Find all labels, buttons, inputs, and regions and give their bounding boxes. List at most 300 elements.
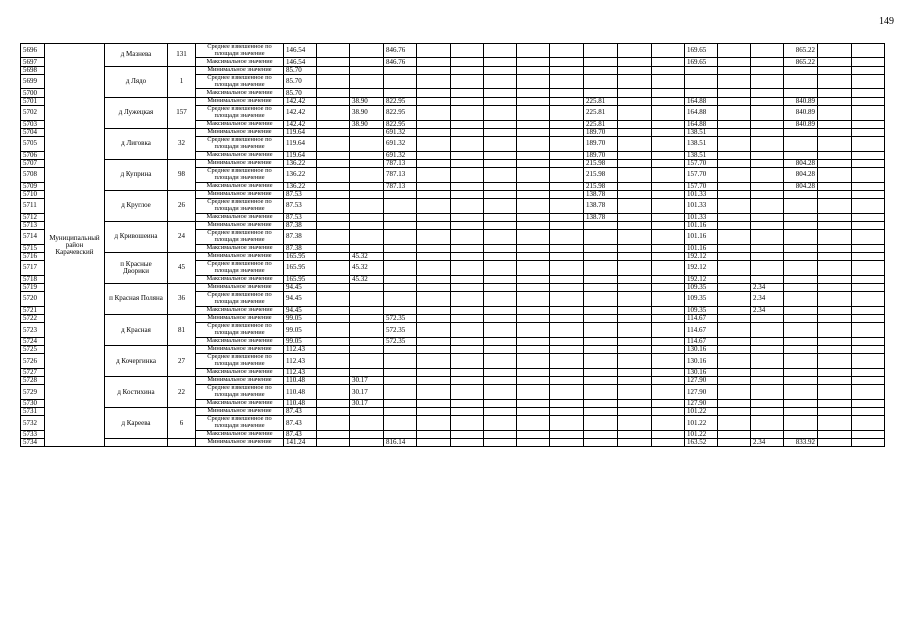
value-cell	[350, 230, 384, 244]
value-cell	[751, 399, 784, 407]
value-cell	[550, 182, 584, 190]
value-cell	[550, 275, 584, 283]
value-cell	[550, 230, 584, 244]
value-cell	[584, 275, 618, 283]
value-cell: 87.38	[284, 244, 317, 252]
value-type: Максимальное значение	[196, 151, 284, 159]
value-cell	[550, 416, 584, 430]
empty-cell	[618, 354, 652, 368]
empty-cell	[852, 399, 885, 407]
value-cell	[384, 213, 417, 221]
empty-cell	[451, 283, 484, 291]
value-cell: 101.33	[685, 190, 718, 198]
value-cell: 119.64	[284, 151, 317, 159]
value-cell: 164.88	[685, 97, 718, 105]
empty-cell	[417, 252, 451, 260]
village-name: д Лядо	[105, 66, 168, 97]
population: 32	[168, 128, 196, 159]
value-cell	[652, 275, 685, 283]
value-cell: 85.70	[284, 89, 317, 97]
value-cell: 112.43	[284, 354, 317, 368]
value-cell	[384, 306, 417, 314]
empty-cell	[451, 97, 484, 105]
value-cell: 691.32	[384, 151, 417, 159]
empty-cell	[417, 346, 451, 354]
value-cell	[751, 128, 784, 136]
village-name: д Лужецкая	[105, 97, 168, 128]
value-cell	[550, 377, 584, 385]
empty-cell	[618, 120, 652, 128]
empty-cell	[317, 385, 350, 399]
value-cell: 101.16	[685, 221, 718, 229]
value-cell	[484, 306, 517, 314]
empty-cell	[852, 128, 885, 136]
value-cell	[652, 221, 685, 229]
value-cell: 2.34	[751, 306, 784, 314]
empty-cell	[618, 199, 652, 213]
value-cell: 94.45	[284, 292, 317, 306]
empty-cell	[317, 337, 350, 345]
empty-cell	[417, 66, 451, 74]
value-type: Среднее взвешенное по площади значение	[196, 44, 284, 58]
empty-cell	[818, 75, 852, 89]
value-cell	[550, 58, 584, 66]
empty-cell	[451, 399, 484, 407]
value-cell: 142.42	[284, 120, 317, 128]
empty-cell	[317, 151, 350, 159]
empty-cell	[618, 430, 652, 438]
value-cell	[784, 408, 818, 416]
village-name: д Кривошеина	[105, 221, 168, 252]
value-cell	[384, 368, 417, 376]
empty-cell	[852, 182, 885, 190]
value-cell	[584, 337, 618, 345]
value-cell	[550, 252, 584, 260]
value-cell	[751, 120, 784, 128]
value-cell	[751, 323, 784, 337]
value-cell	[751, 168, 784, 182]
value-cell: 138.78	[584, 213, 618, 221]
row-number: 5729	[21, 385, 45, 399]
value-cell	[784, 292, 818, 306]
page-number: 149	[879, 16, 894, 27]
value-cell	[350, 430, 384, 438]
value-cell	[484, 283, 517, 291]
value-cell	[751, 314, 784, 322]
empty-cell	[818, 182, 852, 190]
empty-cell	[517, 75, 550, 89]
value-cell: 101.16	[685, 230, 718, 244]
empty-cell	[317, 106, 350, 120]
value-cell	[550, 368, 584, 376]
value-cell	[784, 368, 818, 376]
value-cell	[784, 275, 818, 283]
value-cell	[652, 44, 685, 58]
empty-cell	[417, 430, 451, 438]
empty-cell	[417, 221, 451, 229]
value-cell: 136.22	[284, 182, 317, 190]
empty-cell	[852, 314, 885, 322]
empty-cell	[317, 168, 350, 182]
empty-cell	[718, 151, 751, 159]
value-cell	[584, 408, 618, 416]
empty-cell	[718, 439, 751, 447]
value-cell	[751, 75, 784, 89]
empty-cell	[618, 75, 652, 89]
value-cell	[584, 377, 618, 385]
value-cell	[550, 337, 584, 345]
value-cell	[484, 213, 517, 221]
value-cell	[584, 89, 618, 97]
value-cell: 87.43	[284, 416, 317, 430]
empty-cell	[451, 314, 484, 322]
value-cell	[652, 120, 685, 128]
value-cell: 164.88	[685, 120, 718, 128]
value-cell	[550, 151, 584, 159]
value-cell: 38.90	[350, 97, 384, 105]
value-cell	[350, 346, 384, 354]
empty-cell	[317, 159, 350, 167]
empty-cell	[451, 58, 484, 66]
value-cell	[484, 44, 517, 58]
empty-cell	[451, 199, 484, 213]
value-cell	[751, 44, 784, 58]
value-cell	[350, 75, 384, 89]
value-cell: 2.34	[751, 292, 784, 306]
empty-cell	[417, 75, 451, 89]
value-type: Минимальное значение	[196, 190, 284, 198]
value-cell	[652, 439, 685, 447]
value-type: Среднее взвешенное по площади значение	[196, 137, 284, 151]
row-number: 5699	[21, 75, 45, 89]
empty-cell	[818, 151, 852, 159]
value-cell	[550, 213, 584, 221]
value-cell	[384, 252, 417, 260]
empty-cell	[618, 408, 652, 416]
value-cell	[652, 75, 685, 89]
empty-cell	[618, 292, 652, 306]
value-type: Минимальное значение	[196, 346, 284, 354]
value-type: Минимальное значение	[196, 252, 284, 260]
value-cell: 157.70	[685, 168, 718, 182]
empty-cell	[818, 89, 852, 97]
empty-cell	[718, 159, 751, 167]
empty-cell	[417, 323, 451, 337]
village-name: д Мазнева	[105, 44, 168, 67]
empty-cell	[852, 213, 885, 221]
empty-cell	[517, 190, 550, 198]
row-number: 5722	[21, 314, 45, 322]
value-cell	[350, 244, 384, 252]
value-cell: 30.17	[350, 377, 384, 385]
empty-cell	[451, 230, 484, 244]
value-cell	[784, 430, 818, 438]
empty-cell	[517, 430, 550, 438]
value-cell	[652, 416, 685, 430]
value-cell: 787.13	[384, 159, 417, 167]
value-cell: 130.16	[685, 346, 718, 354]
value-cell	[652, 408, 685, 416]
village-name: д Красная	[105, 314, 168, 345]
value-cell	[784, 346, 818, 354]
village-name: д Кочергинка	[105, 346, 168, 377]
row-number: 5705	[21, 137, 45, 151]
value-cell	[550, 283, 584, 291]
value-cell	[784, 230, 818, 244]
value-cell	[350, 306, 384, 314]
value-cell: 192.12	[685, 275, 718, 283]
value-cell	[484, 252, 517, 260]
empty-cell	[618, 128, 652, 136]
value-cell	[751, 252, 784, 260]
district-name: Муниципальный район Карачевский	[45, 44, 105, 447]
value-cell: 165.95	[284, 261, 317, 275]
value-cell: 163.52	[685, 439, 718, 447]
value-cell	[751, 213, 784, 221]
empty-cell	[852, 439, 885, 447]
empty-cell	[417, 261, 451, 275]
empty-cell	[417, 168, 451, 182]
empty-cell	[818, 354, 852, 368]
value-cell	[550, 346, 584, 354]
empty-cell	[417, 89, 451, 97]
row-number: 5696	[21, 44, 45, 58]
value-type: Среднее взвешенное по площади значение	[196, 168, 284, 182]
row-number: 5697	[21, 58, 45, 66]
row-number: 5708	[21, 168, 45, 182]
value-cell	[550, 439, 584, 447]
empty-cell	[417, 399, 451, 407]
value-cell	[484, 66, 517, 74]
value-cell	[350, 199, 384, 213]
empty-cell	[618, 168, 652, 182]
empty-cell	[417, 275, 451, 283]
row-number: 5734	[21, 439, 45, 447]
empty-cell	[517, 58, 550, 66]
empty-cell	[317, 199, 350, 213]
empty-cell	[718, 106, 751, 120]
empty-cell	[618, 151, 652, 159]
value-cell	[751, 261, 784, 275]
value-cell	[784, 354, 818, 368]
empty-cell	[818, 44, 852, 58]
empty-cell	[417, 58, 451, 66]
empty-cell	[618, 221, 652, 229]
table-row	[21, 346, 885, 354]
value-cell: 165.95	[284, 252, 317, 260]
value-cell: 87.38	[284, 221, 317, 229]
value-cell	[784, 261, 818, 275]
empty-cell	[718, 283, 751, 291]
empty-cell	[417, 368, 451, 376]
value-cell	[484, 292, 517, 306]
value-cell: 165.95	[284, 275, 317, 283]
empty-cell	[852, 385, 885, 399]
value-cell	[751, 368, 784, 376]
empty-cell	[517, 151, 550, 159]
value-cell	[751, 230, 784, 244]
population: 6	[168, 408, 196, 439]
empty-cell	[852, 159, 885, 167]
value-type: Минимальное значение	[196, 128, 284, 136]
empty-cell	[718, 244, 751, 252]
value-cell: 114.67	[685, 314, 718, 322]
empty-cell	[417, 314, 451, 322]
empty-cell	[417, 377, 451, 385]
value-cell	[652, 377, 685, 385]
value-cell	[784, 213, 818, 221]
value-cell	[384, 292, 417, 306]
empty-cell	[317, 408, 350, 416]
population: 98	[168, 159, 196, 190]
empty-cell	[618, 182, 652, 190]
empty-cell	[818, 385, 852, 399]
row-number: 5719	[21, 283, 45, 291]
value-cell: 169.65	[685, 58, 718, 66]
value-cell	[384, 66, 417, 74]
value-cell	[584, 416, 618, 430]
value-cell	[384, 199, 417, 213]
empty-cell	[818, 261, 852, 275]
value-cell	[652, 306, 685, 314]
empty-cell	[317, 128, 350, 136]
value-cell	[584, 354, 618, 368]
empty-cell	[818, 408, 852, 416]
population: 45	[168, 252, 196, 283]
value-cell	[751, 137, 784, 151]
value-cell: 99.05	[284, 323, 317, 337]
empty-cell	[618, 89, 652, 97]
empty-cell	[818, 213, 852, 221]
empty-cell	[618, 244, 652, 252]
value-cell	[484, 137, 517, 151]
empty-cell	[317, 354, 350, 368]
value-cell: 38.90	[350, 120, 384, 128]
empty-cell	[517, 89, 550, 97]
value-cell	[652, 106, 685, 120]
population: 36	[168, 283, 196, 314]
value-cell: 142.42	[284, 97, 317, 105]
empty-cell	[517, 244, 550, 252]
value-cell	[384, 399, 417, 407]
value-cell	[584, 221, 618, 229]
empty-cell	[317, 244, 350, 252]
value-cell: 99.05	[284, 337, 317, 345]
empty-cell	[718, 408, 751, 416]
row-number: 5731	[21, 408, 45, 416]
value-cell	[550, 159, 584, 167]
empty-cell	[517, 66, 550, 74]
value-cell: 840.89	[784, 97, 818, 105]
value-cell: 130.16	[685, 354, 718, 368]
empty-cell	[852, 97, 885, 105]
empty-cell	[818, 106, 852, 120]
value-cell	[584, 230, 618, 244]
value-cell: 822.95	[384, 106, 417, 120]
value-cell	[751, 385, 784, 399]
empty-cell	[517, 261, 550, 275]
value-cell: 2.34	[751, 283, 784, 291]
empty-cell	[718, 306, 751, 314]
empty-cell	[451, 137, 484, 151]
value-cell	[484, 314, 517, 322]
value-cell	[652, 182, 685, 190]
value-cell: 846.76	[384, 58, 417, 66]
value-cell	[484, 416, 517, 430]
value-cell	[350, 190, 384, 198]
value-cell	[550, 306, 584, 314]
value-cell: 804.28	[784, 159, 818, 167]
row-number: 5715	[21, 244, 45, 252]
empty-cell	[417, 283, 451, 291]
empty-cell	[718, 230, 751, 244]
value-cell	[550, 385, 584, 399]
empty-cell	[618, 261, 652, 275]
empty-cell	[718, 97, 751, 105]
empty-cell	[417, 106, 451, 120]
empty-cell	[818, 97, 852, 105]
value-cell	[584, 244, 618, 252]
value-type: Среднее взвешенное по площади значение	[196, 292, 284, 306]
value-type: Максимальное значение	[196, 399, 284, 407]
empty-cell	[517, 199, 550, 213]
value-cell: 192.12	[685, 261, 718, 275]
value-cell	[550, 261, 584, 275]
empty-cell	[451, 221, 484, 229]
empty-cell	[818, 230, 852, 244]
empty-cell	[618, 368, 652, 376]
empty-cell	[852, 283, 885, 291]
value-cell	[550, 128, 584, 136]
value-cell: 142.42	[284, 106, 317, 120]
empty-cell	[417, 44, 451, 58]
empty-cell	[818, 58, 852, 66]
table-row	[21, 283, 885, 291]
empty-cell	[451, 430, 484, 438]
value-cell	[350, 128, 384, 136]
empty-cell	[451, 385, 484, 399]
value-cell	[584, 368, 618, 376]
value-cell	[384, 346, 417, 354]
empty-cell	[317, 137, 350, 151]
empty-cell	[417, 151, 451, 159]
value-cell	[584, 399, 618, 407]
value-cell	[484, 399, 517, 407]
value-cell	[484, 385, 517, 399]
row-number: 5725	[21, 346, 45, 354]
empty-cell	[852, 337, 885, 345]
value-cell: 119.64	[284, 128, 317, 136]
empty-cell	[417, 354, 451, 368]
empty-cell	[417, 416, 451, 430]
empty-cell	[852, 261, 885, 275]
value-cell	[652, 199, 685, 213]
empty-cell	[517, 377, 550, 385]
value-cell	[484, 151, 517, 159]
value-cell: 119.64	[284, 137, 317, 151]
empty-cell	[818, 128, 852, 136]
table-row	[21, 408, 885, 416]
value-cell	[550, 430, 584, 438]
value-cell	[484, 337, 517, 345]
value-cell: 572.35	[384, 337, 417, 345]
value-cell	[350, 354, 384, 368]
value-cell: 189.70	[584, 128, 618, 136]
value-cell	[652, 230, 685, 244]
value-cell	[652, 337, 685, 345]
empty-cell	[618, 44, 652, 58]
value-cell	[652, 252, 685, 260]
